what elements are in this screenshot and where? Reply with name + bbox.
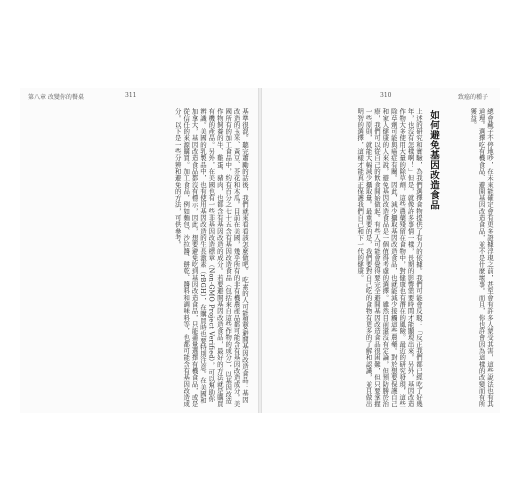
right-page-body: 上述的研究和實驗，為我們選擇食物提供了有力的依據。我們可能會反駁：「反正我們都已經吃了好幾年，也沒有怎樣啊！」但是，就像許多事情一樣，長期的影響需要時間才能顯現出來。另外，基因改造作物大多使用大量的除草劑，這些農藥殘留在食物中，對健康也有潛在的風險。最近的研究發現，這些除草劑可能與癌症有關。因此，減少攝取基因改造食品，也就能減少接觸這些農藥。對於想要保護自己和家人健康的人來說，避免基因改造食品是一個值得考慮的選擇。雖然目前還沒有定論，但預防勝於治療，我們可以從自己的飲食開始做起。有些人可能會覺得要完全避開基因改造食品很困難，但只要掌握一些原則，就能大幅減少攝取量。最重要的是，我們要對自己吃的食物有更多的了解和認識，並且做出明智的選擇，這樣才能真正保護我們自己和下一代的健康。 [356,108,423,408]
page-number-right: 310 [380,92,392,99]
right-page-intro: 總會藏子不停地吵，在未來能確定會有更多證據浮現之前，甚至會有許多人蒙受其害，這些說法也有其道理。選擇吃有機食品、避開基因改造食品，並不是什麼壞事。而且，你也許會因為這樣的改變而有所獲益。 [469,108,494,408]
left-page [20,88,258,413]
book-spread [20,88,500,413]
book-title-header: 致癌的種子 [458,94,489,101]
page-number-left: 311 [125,92,137,99]
section-heading: 如何避免基因改造食品 [428,110,439,210]
chapter-header: 第八章 改變你的餐桌 [28,94,84,101]
right-page [262,88,500,413]
left-page-body: 基準很混。聽完蕭勵的話後，我們就來看看該怎麼做吧。 吃素的人可能想要避開基因改造食品：基因改造的玉米、黃豆、芥花和木瓜。目前在美國，幾乎所有的非有機農產品都可能含有基因改造成分。美國所有的加工食品中，約有百分之七十五含有基因改造食品（包括來自這些作物的成分），以基因改造作物飼養的牛、雞蛋、豬肉，也都含有基因改造的成分。若要避開基因改造食品，最好的方法就是購買有機的產品。另外，在美國也有一些非基因改造標章（Non-GMO Project Verified），可以幫助你辨識。美國的乳製品中，也有使用基因改造的生長激素（rBGH），在購買時也要特別注意。在美國和加拿大，基因改造食品都沒有標示，因此，想要避免吃到基因改造食品，只能盡量選擇有機食品，或是從信任的來源購買。加工食品，例如麵包、沙拉醬、餅乾、醬料和調味料等，也都可能含有基因改造成分。以下是一些分辨和避免的方法，可供參考。 [173,108,249,408]
